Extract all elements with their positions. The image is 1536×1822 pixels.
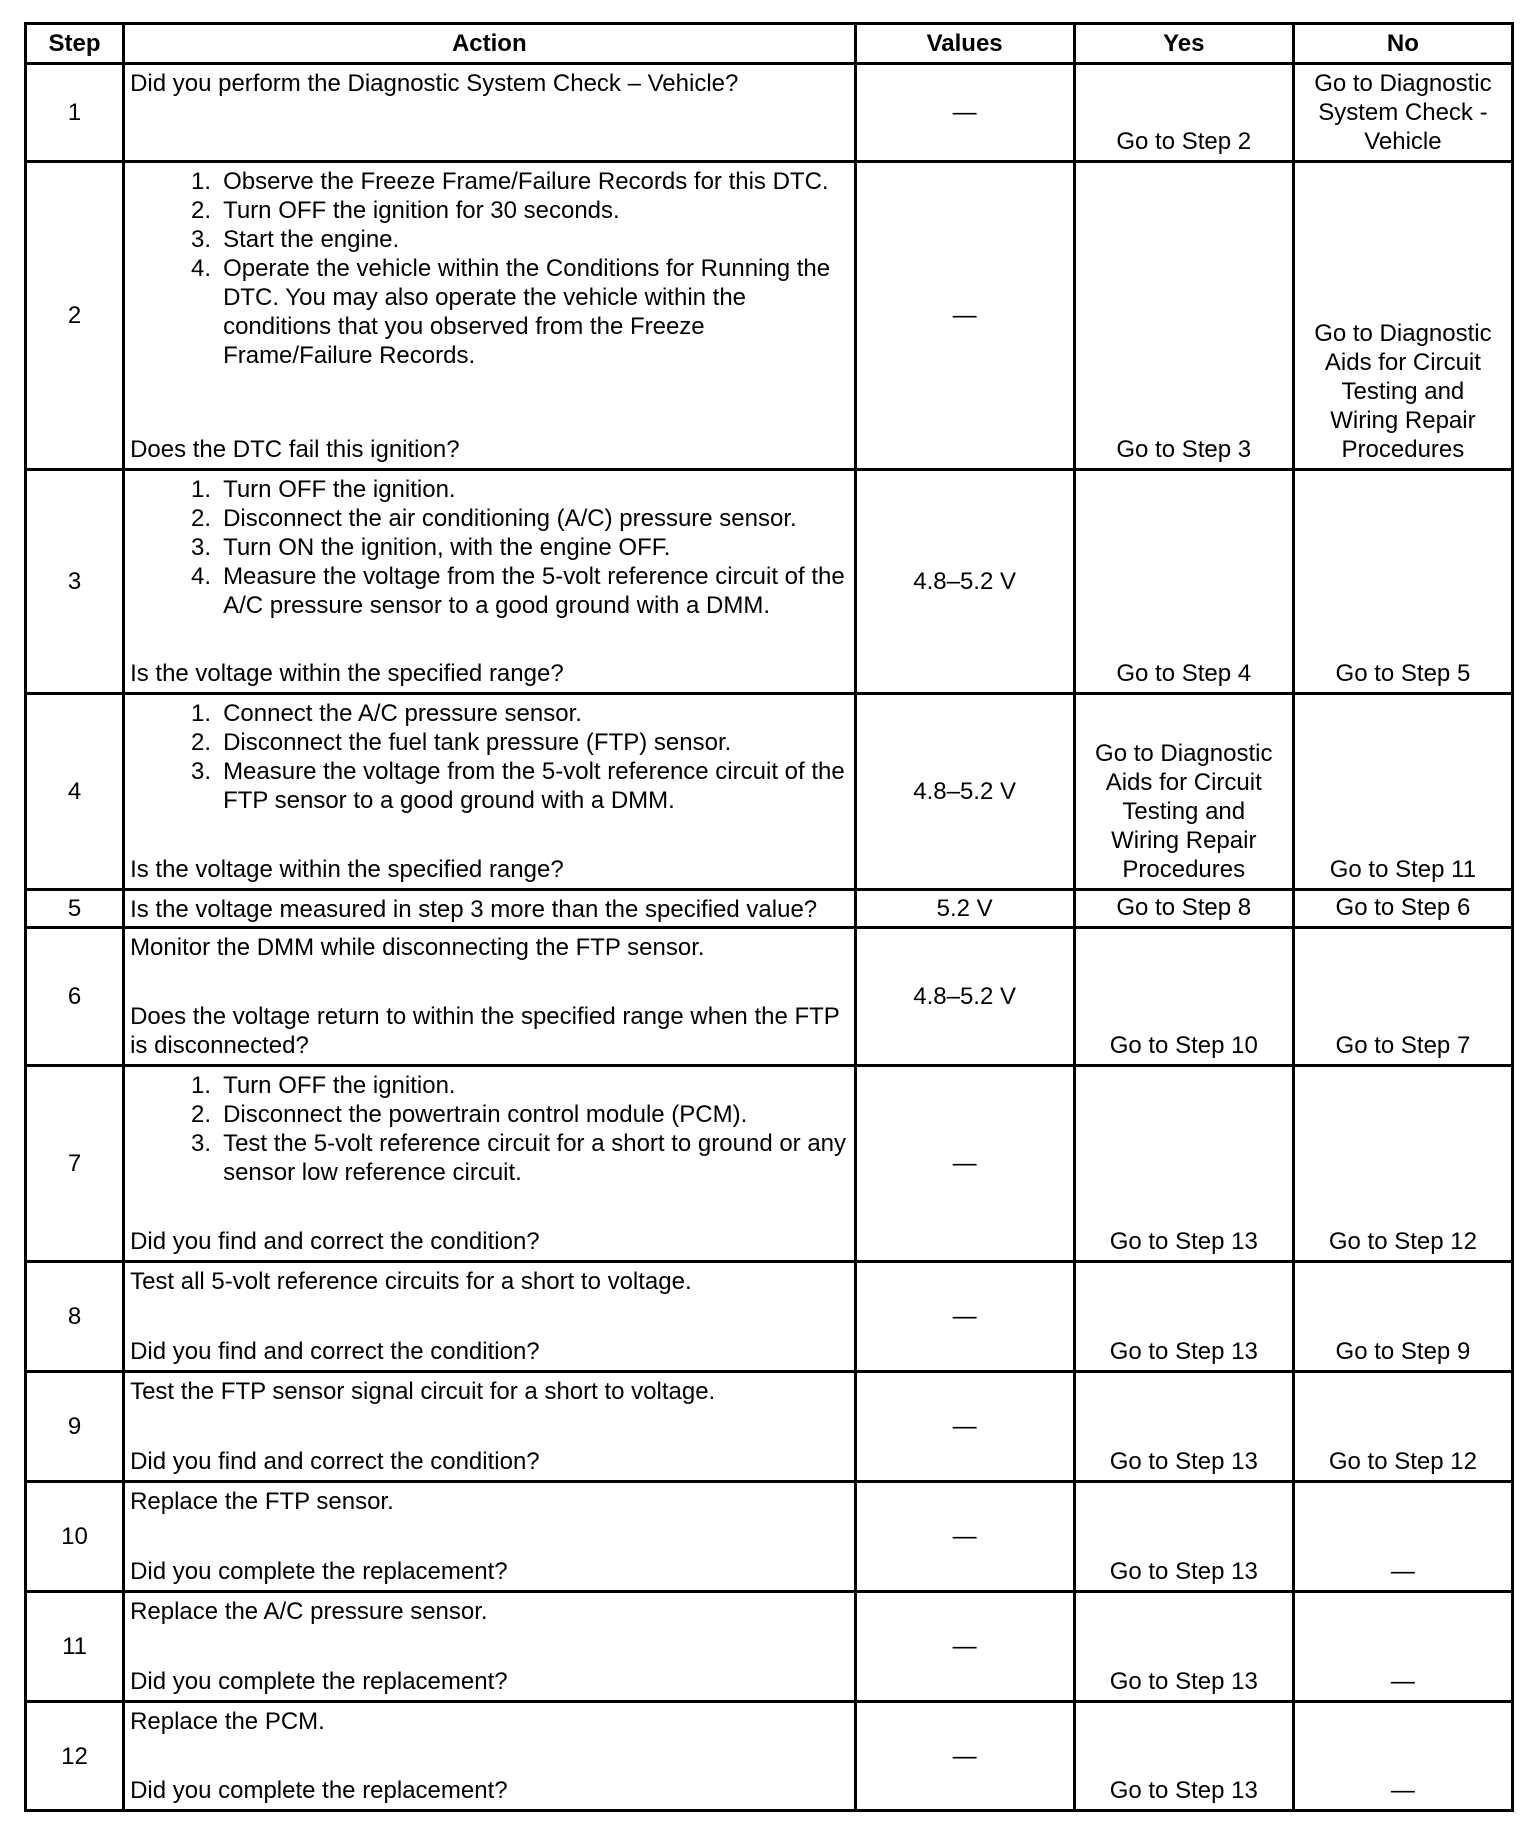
list-item: 1. Connect the A/C pressure sensor.	[130, 699, 849, 728]
list-item: 2. Turn OFF the ignition for 30 seconds.	[130, 196, 849, 225]
header-row	[26, 24, 1513, 64]
no-cell	[1293, 162, 1512, 470]
action-text: Test all 5-volt reference circuits for a short to voltage.	[130, 1268, 692, 1295]
action-question: Does the voltage return to within the specified range when the FTP is disconnected?	[130, 1003, 840, 1059]
value-cell: 4.8–5.2 V	[855, 694, 1074, 890]
table-row	[26, 470, 1513, 694]
no-cell	[1293, 1066, 1512, 1262]
step-number: 2	[26, 162, 124, 470]
no-text: Go to Step 9	[1335, 1338, 1471, 1365]
action-cell	[124, 64, 855, 162]
list-item-text: Disconnect the air conditioning (A/C) pressure sensor.	[223, 505, 797, 532]
header-step: Step	[26, 24, 124, 64]
action-question: Did you complete the replacement?	[130, 1558, 508, 1585]
no-text: Go to Step 11	[1329, 856, 1477, 883]
yes-text: Go to Step 13	[1109, 1777, 1258, 1804]
table-row	[26, 1066, 1513, 1262]
list-item-text: Observe the Freeze Frame/Failure Records for this DTC.	[223, 168, 829, 195]
yes-cell	[1074, 1482, 1293, 1592]
table-row	[26, 928, 1513, 1066]
action-text: Test the FTP sensor signal circuit for a short to voltage.	[130, 1378, 716, 1405]
no-text: Go to Step 5	[1335, 660, 1471, 687]
value-cell: —	[855, 1262, 1074, 1372]
no-text: —	[1390, 1558, 1415, 1585]
list-item: 2. Disconnect the air conditioning (A/C) pressure sensor.	[130, 504, 849, 533]
action-cell	[124, 1066, 855, 1262]
value-cell: —	[855, 1066, 1074, 1262]
no-cell	[1293, 470, 1512, 694]
action-steps-list	[130, 699, 849, 815]
yes-cell	[1074, 928, 1293, 1066]
action-question: Is the voltage within the specified range?	[130, 856, 564, 883]
yes-cell	[1074, 1262, 1293, 1372]
yes-text: Go to Step 13	[1109, 1228, 1258, 1255]
table-row	[26, 64, 1513, 162]
yes-cell	[1074, 1592, 1293, 1702]
no-text: Go to Step 7	[1335, 1032, 1471, 1059]
list-item: 3. Turn ON the ignition, with the engine OFF.	[130, 533, 849, 562]
no-text: Go to Diagnostic Aids for Circuit Testing and Wiring Repair Procedures	[1314, 320, 1492, 463]
no-cell	[1293, 1262, 1512, 1372]
diagnostic-table	[24, 22, 1514, 1812]
list-item-text: Disconnect the fuel tank pressure (FTP) sensor.	[223, 729, 732, 756]
value-cell: 4.8–5.2 V	[855, 470, 1074, 694]
no-cell	[1293, 1372, 1512, 1482]
yes-cell	[1074, 1702, 1293, 1811]
yes-text: Go to Diagnostic Aids for Circuit Testing and Wiring Repair Procedures	[1095, 740, 1273, 883]
yes-cell	[1074, 64, 1293, 162]
no-cell	[1293, 1702, 1512, 1811]
step-number: 4	[26, 694, 124, 890]
list-item-text: Turn OFF the ignition for 30 seconds.	[223, 197, 620, 224]
yes-text: Go to Step 2	[1116, 128, 1252, 155]
step-number: 3	[26, 470, 124, 694]
action-text: Did you perform the Diagnostic System Check – Vehicle?	[130, 70, 739, 97]
step-number: 5	[26, 890, 124, 928]
no-text: Go to Step 6	[1335, 894, 1471, 921]
action-question: Did you find and correct the condition?	[130, 1228, 540, 1255]
list-item: 4. Operate the vehicle within the Conditions for Running the DTC. You may also operate the vehicle within the conditions that you observed from the Freeze Frame/Failure Records.	[130, 254, 849, 370]
header-yes: Yes	[1074, 24, 1293, 64]
header-action: Action	[124, 24, 855, 64]
list-item: 4. Measure the voltage from the 5-volt reference circuit of the A/C pressure sensor to a good ground with a DMM.	[130, 562, 849, 620]
list-item: 1. Observe the Freeze Frame/Failure Records for this DTC.	[130, 167, 849, 196]
action-cell	[124, 890, 855, 928]
yes-cell	[1074, 162, 1293, 470]
value-cell: —	[855, 1482, 1074, 1592]
list-item-text: Disconnect the powertrain control module (PCM).	[223, 1101, 748, 1128]
action-text: Replace the A/C pressure sensor.	[130, 1598, 488, 1625]
no-cell	[1293, 64, 1512, 162]
action-question: Is the voltage within the specified range?	[130, 660, 564, 687]
action-cell	[124, 1482, 855, 1592]
list-item-text: Turn OFF the ignition.	[223, 1072, 456, 1099]
action-cell	[124, 470, 855, 694]
list-item-text: Measure the voltage from the 5-volt reference circuit of the FTP sensor to a good ground with a DMM.	[223, 758, 845, 814]
list-item: 3. Measure the voltage from the 5-volt reference circuit of the FTP sensor to a good ground with a DMM.	[130, 757, 849, 815]
action-steps-list	[130, 167, 849, 370]
action-cell	[124, 1592, 855, 1702]
action-cell	[124, 1372, 855, 1482]
no-text: Go to Step 12	[1328, 1448, 1477, 1475]
table-row	[26, 1592, 1513, 1702]
list-item: 2. Disconnect the powertrain control module (PCM).	[130, 1100, 849, 1129]
value-cell: —	[855, 1702, 1074, 1811]
action-question: Did you complete the replacement?	[130, 1668, 508, 1695]
action-question: Did you find and correct the condition?	[130, 1338, 540, 1365]
action-question: Did you find and correct the condition?	[130, 1448, 540, 1475]
yes-cell	[1074, 694, 1293, 890]
action-cell	[124, 928, 855, 1066]
step-number: 6	[26, 928, 124, 1066]
list-item: 1. Turn OFF the ignition.	[130, 475, 849, 504]
action-steps-list	[130, 1071, 849, 1187]
yes-cell	[1074, 1372, 1293, 1482]
no-text: —	[1390, 1668, 1415, 1695]
value-cell: —	[855, 1372, 1074, 1482]
step-number: 1	[26, 64, 124, 162]
action-cell	[124, 162, 855, 470]
step-number: 10	[26, 1482, 124, 1592]
table-row	[26, 1372, 1513, 1482]
list-item-text: Turn ON the ignition, with the engine OFF.	[223, 534, 671, 561]
list-item-text: Operate the vehicle within the Conditions for Running the DTC. You may also operate the vehicle within the conditions that you observed from the Freeze Frame/Failure Records.	[223, 255, 831, 369]
yes-text: Go to Step 4	[1116, 660, 1252, 687]
list-item-text: Test the 5-volt reference circuit for a short to ground or any sensor low reference circuit.	[223, 1130, 847, 1186]
value-cell: —	[855, 64, 1074, 162]
table-row	[26, 1482, 1513, 1592]
step-number: 7	[26, 1066, 124, 1262]
yes-text: Go to Step 13	[1109, 1448, 1258, 1475]
no-text: Go to Step 12	[1328, 1228, 1477, 1255]
list-item-text: Turn OFF the ignition.	[223, 476, 456, 503]
yes-cell	[1074, 890, 1293, 928]
list-item-text: Connect the A/C pressure sensor.	[223, 700, 582, 727]
action-steps-list	[130, 475, 849, 620]
list-item: 1. Turn OFF the ignition.	[130, 1071, 849, 1100]
yes-text: Go to Step 13	[1109, 1668, 1258, 1695]
list-item: 3. Test the 5-volt reference circuit for a short to ground or any sensor low reference circuit.	[130, 1129, 849, 1187]
table-row	[26, 1702, 1513, 1811]
yes-cell	[1074, 470, 1293, 694]
step-number: 8	[26, 1262, 124, 1372]
header-values: Values	[855, 24, 1074, 64]
action-question: Does the DTC fail this ignition?	[130, 436, 460, 463]
yes-text: Go to Step 3	[1116, 436, 1252, 463]
no-cell	[1293, 1482, 1512, 1592]
value-cell: —	[855, 162, 1074, 470]
value-cell: —	[855, 1592, 1074, 1702]
no-text: Go to Diagnostic System Check - Vehicle	[1314, 70, 1492, 155]
value-cell: 4.8–5.2 V	[855, 928, 1074, 1066]
step-number: 11	[26, 1592, 124, 1702]
header-no: No	[1293, 24, 1512, 64]
list-item: 2. Disconnect the fuel tank pressure (FTP) sensor.	[130, 728, 849, 757]
action-text: Monitor the DMM while disconnecting the FTP sensor.	[130, 934, 705, 961]
action-text: Replace the FTP sensor.	[130, 1488, 394, 1515]
action-cell	[124, 1702, 855, 1811]
value-cell: 5.2 V	[855, 890, 1074, 928]
step-number: 12	[26, 1702, 124, 1811]
action-text: Is the voltage measured in step 3 more than the specified value?	[130, 896, 818, 923]
action-cell	[124, 1262, 855, 1372]
step-number: 9	[26, 1372, 124, 1482]
list-item-text: Start the engine.	[223, 226, 400, 253]
list-item-text: Measure the voltage from the 5-volt reference circuit of the A/C pressure sensor to a good ground with a DMM.	[223, 563, 845, 619]
yes-text: Go to Step 13	[1109, 1558, 1258, 1585]
no-text: —	[1390, 1777, 1415, 1804]
action-question: Did you complete the replacement?	[130, 1777, 508, 1804]
table-row	[26, 1262, 1513, 1372]
yes-cell	[1074, 1066, 1293, 1262]
no-cell	[1293, 928, 1512, 1066]
yes-text: Go to Step 13	[1109, 1338, 1258, 1365]
table-row	[26, 162, 1513, 470]
list-item: 3. Start the engine.	[130, 225, 849, 254]
yes-text: Go to Step 10	[1109, 1032, 1258, 1059]
no-cell	[1293, 1592, 1512, 1702]
yes-text: Go to Step 8	[1116, 894, 1252, 921]
action-cell	[124, 694, 855, 890]
action-text: Replace the PCM.	[130, 1708, 325, 1735]
no-cell	[1293, 890, 1512, 928]
no-cell	[1293, 694, 1512, 890]
table-row	[26, 694, 1513, 890]
table-row	[26, 890, 1513, 928]
